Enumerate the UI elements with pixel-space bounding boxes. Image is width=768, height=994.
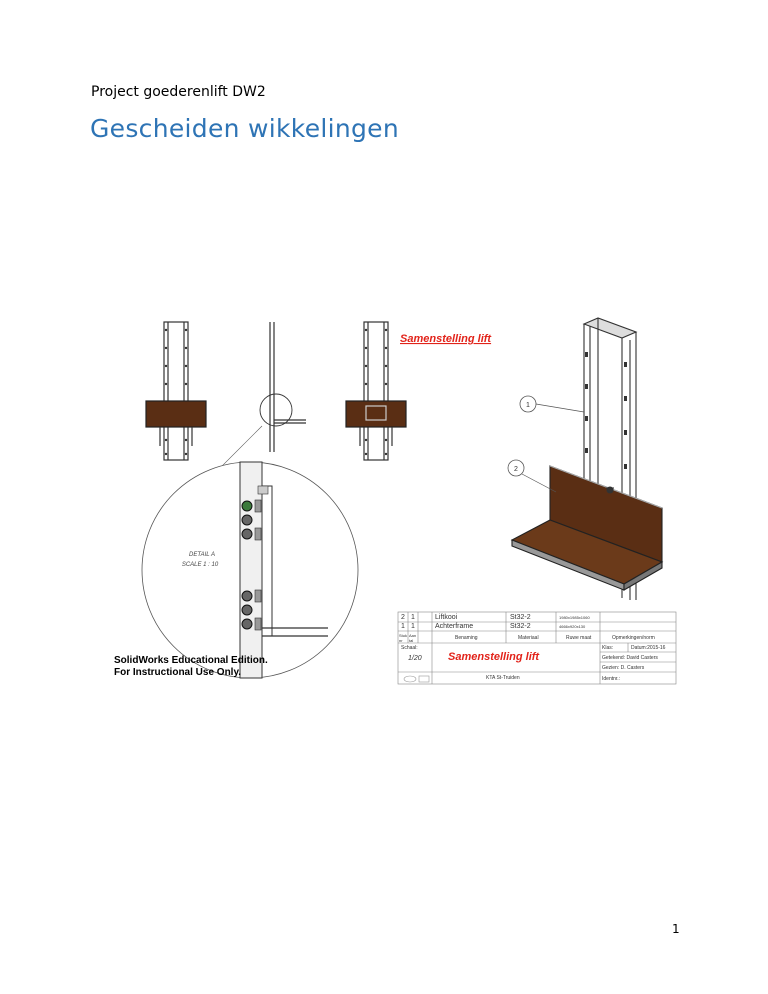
- schaal-label: Schaal:: [401, 645, 418, 651]
- col-name: Benaming: [455, 635, 478, 641]
- document-header: Project goederenlift DW2: [91, 84, 266, 100]
- watermark-line-2: For Instructional Use Only.: [114, 667, 242, 678]
- row-2-material: St32-2: [510, 614, 531, 621]
- section-title: Gescheiden wikkelingen: [90, 114, 400, 143]
- getekend: Getekend: David Casters: [602, 655, 658, 661]
- row-1-size: 4666x920x130: [559, 624, 586, 629]
- col-aan: Aan tal: [409, 633, 417, 643]
- row-2-name: Liftkooi: [435, 614, 458, 621]
- row-2-stuk: 2: [401, 614, 405, 621]
- front-view-left: [146, 322, 206, 460]
- front-view-right: [346, 322, 406, 460]
- identnr: Identnr.:: [602, 676, 621, 682]
- col-material: Materiaal: [518, 635, 539, 641]
- isometric-assembly: [508, 318, 662, 600]
- row-2-aan: 1: [411, 614, 415, 621]
- row-2-size: 1980x1985x1060: [559, 615, 590, 620]
- school: KTA St-Truiden: [486, 675, 520, 681]
- detail-scale: SCALE 1 : 10: [181, 562, 219, 568]
- col-size: Ruwe maat: [566, 635, 592, 641]
- col-stuk: Stuk nr: [399, 633, 408, 643]
- detail-a-view: [142, 462, 358, 678]
- klas-label: Klas:: [602, 645, 614, 651]
- page-number: 1: [672, 922, 680, 936]
- gezien: Gezien: D. Casters: [602, 665, 645, 671]
- row-1-aan: 1: [411, 623, 415, 630]
- schaal-value: 1/20: [408, 655, 422, 662]
- datum: Datum:2015-16: [631, 645, 666, 651]
- balloon-2: 2: [514, 466, 518, 473]
- col-remarks: Opmerkingen/norm: [612, 635, 655, 641]
- row-1-stuk: 1: [401, 623, 405, 630]
- watermark-line-1: SolidWorks Educational Edition.: [114, 655, 268, 666]
- row-1-name: Achterframe: [435, 623, 474, 630]
- title-block-title: Samenstelling lift: [448, 651, 540, 663]
- balloon-1: 1: [526, 402, 530, 409]
- row-1-material: St32-2: [510, 623, 531, 630]
- sheet-title: Samenstelling lift: [400, 333, 492, 345]
- detail-label: DETAIL A: [189, 552, 215, 558]
